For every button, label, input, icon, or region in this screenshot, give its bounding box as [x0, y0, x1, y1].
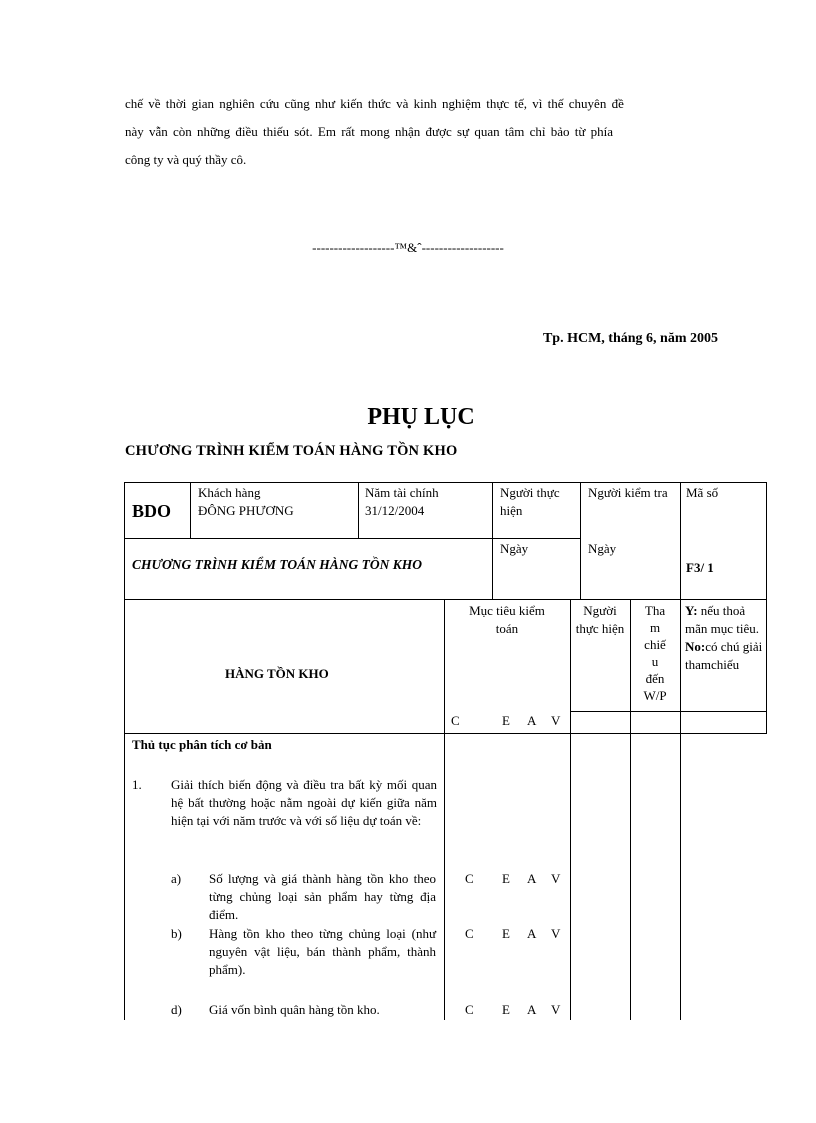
row-a-letter-c: C — [465, 871, 474, 886]
appendix-subtitle: CHƯƠNG TRÌNH KIỂM TOÁN HÀNG TỒN KHO — [125, 443, 458, 459]
table-rule — [124, 538, 580, 539]
fiscal-year-label: Năm tài chính — [365, 485, 439, 500]
row-a-letter-v: V — [551, 871, 561, 886]
objective-letter-a: A — [527, 713, 537, 728]
intro-paragraph — [125, 90, 719, 174]
note-column-header — [685, 602, 763, 674]
table-rule — [680, 482, 681, 1020]
table-rule — [570, 599, 571, 1020]
row-b-letter-c: C — [465, 926, 474, 941]
sub-item-a-text: Số lượng và giá thành hàng tồn kho theo từng chủng loại sản phẩm hay từng địa điểm. — [209, 871, 436, 922]
ref-line: Tha — [644, 603, 666, 618]
reference-column-header — [632, 602, 678, 704]
section-title: Thủ tục phân tích cơ bản — [132, 737, 272, 752]
note-y-text: nếu thoả mãn mục tiêu. — [685, 603, 760, 636]
sub-item-d-label: d) — [171, 1002, 182, 1017]
row-d-letter-c: C — [465, 1002, 474, 1017]
table-rule — [570, 711, 767, 712]
appendix-title: PHỤ LỤC — [367, 404, 475, 430]
row-b-letter-v: V — [551, 926, 561, 941]
ref-line: W/P — [643, 688, 667, 703]
objective-header: Mục tiêu kiểm toán — [469, 603, 545, 636]
client-value: ĐÔNG PHƯƠNG — [198, 503, 294, 518]
bdo-logo: BDO — [132, 501, 172, 521]
table-rule — [492, 482, 493, 599]
table-rule — [190, 482, 191, 538]
ref-line: u — [651, 654, 659, 669]
table-rule — [444, 599, 445, 1020]
intro-line-1: chế về thời gian nghiên cứu cũng như kiến thức và kinh nghiệm thực tế, vì thế chuyên đề — [125, 96, 624, 111]
table-rule — [358, 482, 359, 538]
ref-line: chiế — [644, 637, 666, 652]
row-a-letter-e: E — [502, 871, 510, 886]
table-border-top — [124, 482, 767, 483]
row-d-letter-a: A — [527, 1002, 537, 1017]
performer-column-header: Người thực hiện — [575, 603, 625, 636]
ref-line: đến — [645, 671, 665, 686]
objective-letter-e: E — [502, 713, 510, 728]
table-rule — [124, 733, 767, 734]
sub-item-d-text: Giá vốn bình quân hàng tồn kho. — [209, 1002, 380, 1017]
item-1-number: 1. — [132, 777, 142, 792]
table-border-right — [766, 482, 767, 734]
table-rule — [124, 599, 767, 600]
inventory-header: HÀNG TỒN KHO — [225, 666, 329, 681]
item-1-text: Giải thích biến động và điều tra bất kỳ mối quan hệ bất thường hoặc nằm ngoài dự kiến giữa năm hiện tại với năm trước và với số liệu dự toán về: — [171, 777, 437, 828]
table-border-left — [124, 482, 125, 1020]
intro-line-2: này vẫn còn những điều thiếu sót. Em rất mong nhận được sự quan tâm chỉ bảo từ phía — [125, 124, 614, 139]
row-b-letter-a: A — [527, 926, 537, 941]
ref-line: m — [649, 620, 661, 635]
sub-item-b-label: b) — [171, 926, 182, 941]
program-title: CHƯƠNG TRÌNH KIỂM TOÁN HÀNG TỒN KHO — [132, 557, 422, 572]
client-label: Khách hàng — [198, 485, 261, 500]
sub-item-b-text: Hàng tồn kho theo từng chủng loại (như nguyên vật liệu, bán thành phẩm, thành phẩm). — [209, 926, 436, 977]
note-no-text: có chú giải thamchiếu — [685, 639, 763, 672]
performer-label: Người thực hiện — [500, 485, 560, 518]
fiscal-year-value: 31/12/2004 — [365, 503, 425, 518]
row-a-letter-a: A — [527, 871, 537, 886]
row-d-letter-e: E — [502, 1002, 510, 1017]
objective-letter-c: C — [451, 713, 460, 728]
row-b-letter-e: E — [502, 926, 510, 941]
sub-item-a-label: a) — [171, 871, 182, 886]
row-d-letter-v: V — [551, 1002, 561, 1017]
code-label: Mã số — [686, 485, 719, 500]
code-value: F3/ 1 — [686, 560, 714, 575]
note-y-label: Y: — [685, 603, 698, 618]
note-no-label: No: — [685, 639, 706, 654]
signature-line: Tp. HCM, tháng 6, năm 2005 — [542, 331, 718, 346]
table-rule — [630, 599, 631, 1020]
objective-letter-v: V — [551, 713, 561, 728]
section-divider: -------------------™&ˆ------------------- — [312, 240, 504, 255]
performer-date-label: Ngày — [500, 541, 529, 556]
intro-line-3: công ty và quý thầy cô. — [125, 152, 247, 167]
table-rule — [580, 482, 581, 599]
reviewer-label: Người kiểm tra — [588, 485, 668, 500]
reviewer-date-label: Ngày — [588, 541, 617, 556]
